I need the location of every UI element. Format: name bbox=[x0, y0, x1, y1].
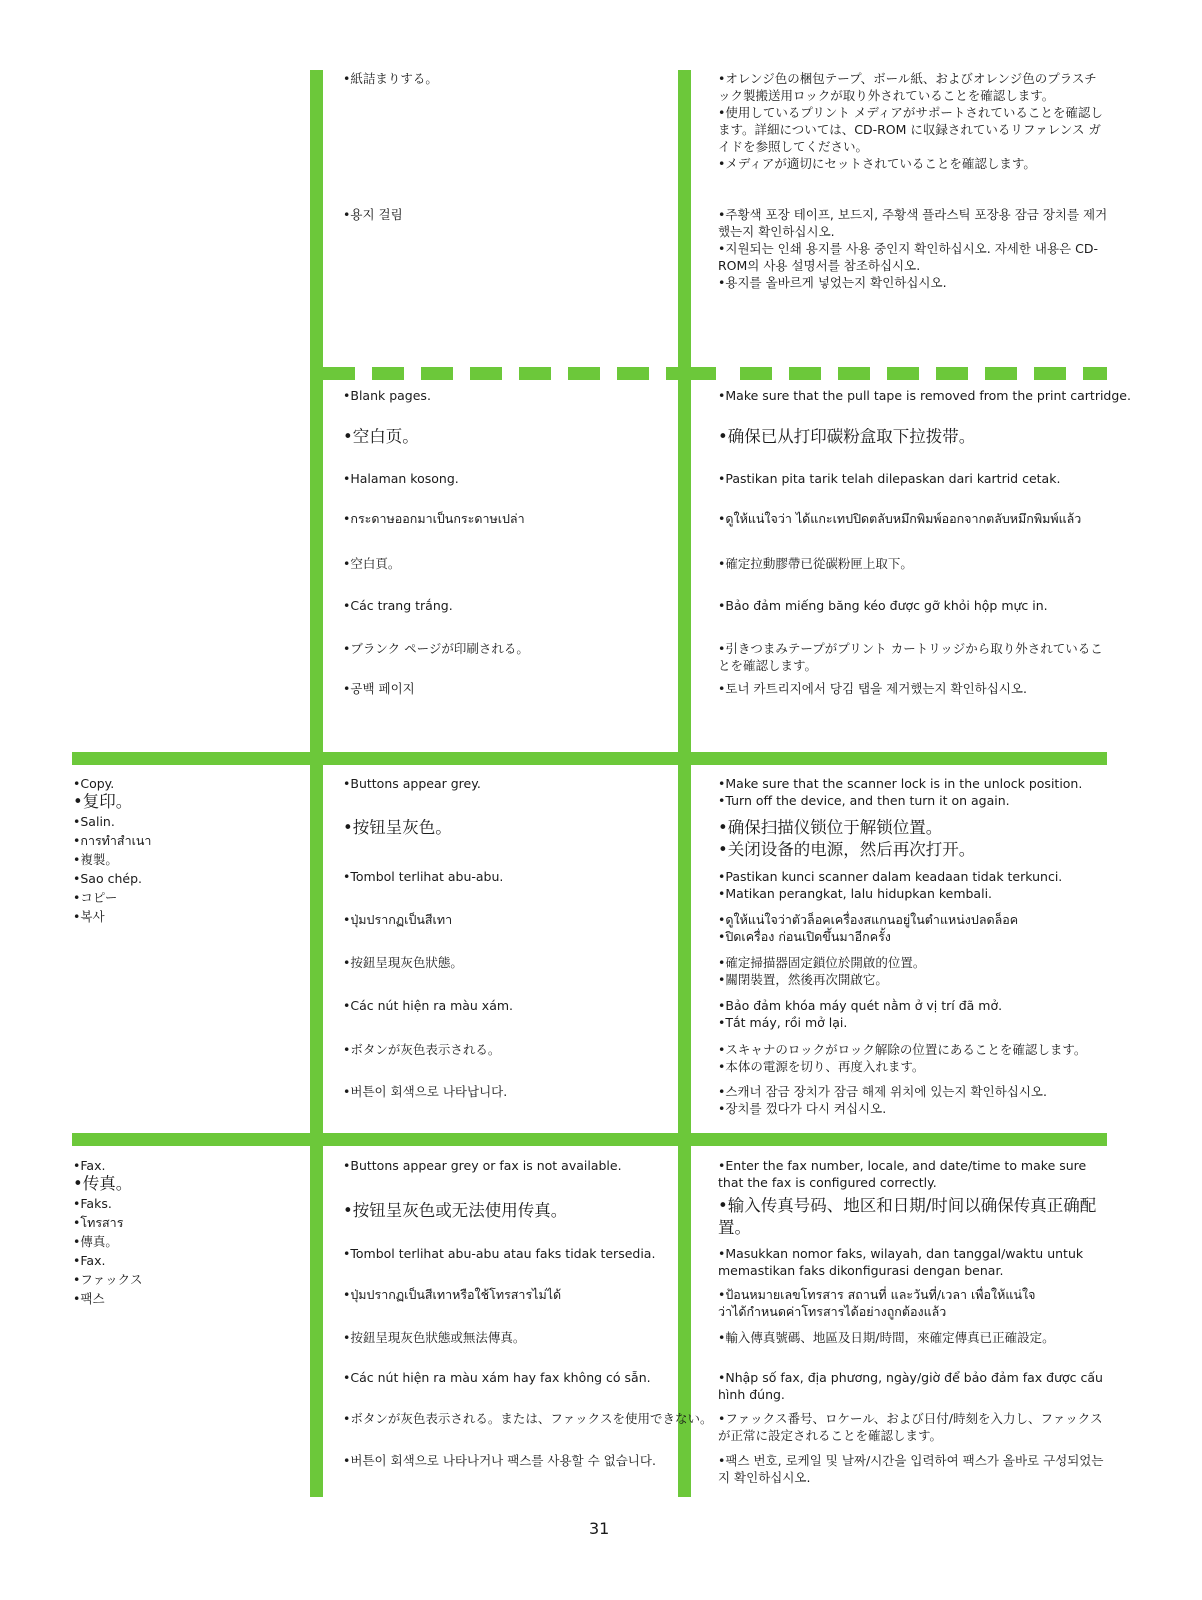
fax-label: •Fax. bbox=[73, 1253, 106, 1268]
dashed-separator-segment bbox=[421, 367, 453, 380]
fax-solution: •輸入傳真號碼、地區及日期/時間，來確定傳真已正確設定。 bbox=[718, 1330, 1055, 1345]
fax-label: •โทรสาร bbox=[73, 1215, 124, 1230]
fax-solution: •Masukkan nomor faks, wilayah, dan tanggal/waktu untuk memastikan faks dikonfigurasi dengan benar. bbox=[718, 1246, 1084, 1278]
copy-label: •コピー bbox=[73, 890, 118, 905]
blank-solution: •Pastikan pita tarik telah dilepaskan dari kartrid cetak. bbox=[718, 471, 1061, 486]
dashed-separator-segment bbox=[372, 367, 404, 380]
blank-solution: •ดูให้แน่ใจว่า ได้แกะเทปปิดตลับหมึกพิมพ์ออกจากตลับหมึกพิมพ์แล้ว bbox=[718, 511, 1082, 526]
dashed-separator-segment bbox=[1034, 367, 1066, 380]
blank-problem: •Blank pages. bbox=[343, 388, 431, 403]
dashed-separator-segment bbox=[691, 367, 716, 380]
fax-solution: •ป้อนหมายเลขโทรสาร สถานที่ และวันที่/เวลา เพื่อให้แน่ใจว่าได้กำหนดค่าโทรสารได้อย่างถูกต้องแล้ว bbox=[718, 1287, 1036, 1319]
jam-solution-ko: •주황색 포장 테이프, 보드지, 주황색 플라스틱 포장용 잠금 장치를 제거했는지 확인하십시오. •지원되는 인쇄 용지를 사용 중인지 확인하십시오. 자세한 내용은 CD-ROM의 사용 설명서를 참조하십시오. •용지를 올바르게 넣었는지 확인하십시오. bbox=[718, 207, 1108, 290]
copy-solution: •Pastikan kunci scanner dalam keadaan tidak terkunci. •Matikan perangkat, lalu hidupkan kembali. bbox=[718, 869, 1063, 901]
fax-label: •Fax. bbox=[73, 1158, 106, 1173]
blank-solution: •引きつまみテープがプリント カートリッジから取り外されていることを確認します。 bbox=[718, 641, 1103, 673]
blank-solution: •确保已从打印碳粉盒取下拉拨带。 bbox=[718, 427, 976, 446]
fax-solution: •ファックス番号、ロケール、および日付/時刻を入力し、ファックスが正常に設定されることを確認します。 bbox=[718, 1411, 1103, 1443]
blank-problem: •空白頁。 bbox=[343, 556, 401, 571]
blank-solution: •Bảo đảm miếng băng kéo được gỡ khỏi hộp mực in. bbox=[718, 598, 1048, 613]
fax-label: •ファックス bbox=[73, 1272, 143, 1287]
dashed-separator-segment bbox=[740, 367, 772, 380]
copy-solution: •スキャナのロックがロック解除の位置にあることを確認します。 •本体の電源を切り、再度入れます。 bbox=[718, 1042, 1087, 1074]
blank-solution: •Make sure that the pull tape is removed from the print cartridge. bbox=[718, 388, 1131, 403]
copy-label: •การทำสำเนา bbox=[73, 833, 152, 848]
fax-problem: •ボタンが灰色表示される。または、ファックスを使用できない。 bbox=[343, 1411, 713, 1426]
copy-label: •Salin. bbox=[73, 814, 115, 829]
dashed-separator-segment bbox=[470, 367, 502, 380]
copy-solution: •確定掃描器固定鎖位於開啟的位置。 •關閉裝置，然後再次開啟它。 bbox=[718, 955, 926, 987]
horizontal-bar-fax bbox=[72, 1133, 1107, 1146]
dashed-separator-segment bbox=[936, 367, 968, 380]
fax-problem: •버튼이 회색으로 나타나거나 팩스를 사용할 수 없습니다. bbox=[343, 1453, 656, 1468]
copy-solution: •确保扫描仪锁位于解锁位置。 •关闭设备的电源，然后再次打开。 bbox=[718, 818, 976, 859]
fax-problem: •按钮呈灰色或无法使用传真。 bbox=[343, 1201, 568, 1220]
page-number: 31 bbox=[589, 1519, 610, 1538]
copy-solution: •ดูให้แน่ใจว่าตัวล็อคเครื่องสแกนอยู่ในตำแหน่งปลดล็อค •ปิดเครื่อง ก่อนเปิดขึ้นมาอีกครั้ง bbox=[718, 912, 1019, 944]
fax-label: •Faks. bbox=[73, 1196, 112, 1211]
copy-solution: •스캐너 잠금 장치가 잠금 해제 위치에 있는지 확인하십시오. •장치를 껐다가 다시 켜십시오. bbox=[718, 1084, 1047, 1116]
fax-problem: •按鈕呈現灰色狀態或無法傳真。 bbox=[343, 1330, 526, 1345]
dashed-separator-segment bbox=[323, 367, 355, 380]
copy-problem: •Các nút hiện ra màu xám. bbox=[343, 998, 514, 1013]
dashed-separator-segment bbox=[666, 367, 678, 380]
copy-problem: •버튼이 회색으로 나타납니다. bbox=[343, 1084, 508, 1099]
blank-solution: •토너 카트리지에서 당김 탭을 제거했는지 확인하십시오. bbox=[718, 681, 1027, 696]
copy-problem: •Buttons appear grey. bbox=[343, 776, 481, 791]
blank-problem: •ブランク ページが印刷される。 bbox=[343, 641, 529, 656]
copy-solution: •Make sure that the scanner lock is in the unlock position. •Turn off the device, and then turn it on again. bbox=[718, 776, 1083, 808]
blank-problem: •공백 페이지 bbox=[343, 681, 415, 696]
copy-label: •복사 bbox=[73, 909, 105, 924]
fax-problem: •Tombol terlihat abu-abu atau faks tidak tersedia. bbox=[343, 1246, 656, 1261]
jam-problem-ko: •용지 걸림 bbox=[343, 207, 403, 222]
copy-problem: •ボタンが灰色表示される。 bbox=[343, 1042, 501, 1057]
dashed-separator-segment bbox=[568, 367, 600, 380]
blank-problem: •Các trang trắng. bbox=[343, 598, 453, 613]
blank-solution: •確定拉動膠帶已從碳粉匣上取下。 bbox=[718, 556, 913, 571]
copy-problem: •按鈕呈現灰色狀態。 bbox=[343, 955, 463, 970]
fax-label: •傳真。 bbox=[73, 1234, 118, 1249]
fax-solution: •팩스 번호, 로케일 및 날짜/시간을 입력하여 팩스가 올바로 구성되었는지 확인하십시오. bbox=[718, 1453, 1104, 1485]
fax-label: •팩스 bbox=[73, 1291, 105, 1306]
fax-problem: •Các nút hiện ra màu xám hay fax không có sẵn. bbox=[343, 1370, 651, 1385]
vertical-bar-right bbox=[678, 70, 691, 1497]
blank-problem: •空白页。 bbox=[343, 427, 419, 446]
copy-label: •複製。 bbox=[73, 852, 118, 867]
blank-problem: •Halaman kosong. bbox=[343, 471, 459, 486]
fax-problem: •Buttons appear grey or fax is not available. bbox=[343, 1158, 622, 1173]
copy-label: •Copy. bbox=[73, 776, 115, 791]
dashed-separator-segment bbox=[1083, 367, 1107, 380]
blank-problem: •กระดาษออกมาเป็นกระดาษเปล่า bbox=[343, 511, 525, 526]
copy-problem: •Tombol terlihat abu-abu. bbox=[343, 869, 504, 884]
copy-problem: •ปุ่มปรากฏเป็นสีเทา bbox=[343, 912, 453, 927]
dashed-separator-segment bbox=[838, 367, 870, 380]
fax-solution: •输入传真号码、地区和日期/时间以确保传真正确配置。 bbox=[718, 1196, 1097, 1237]
fax-problem: •ปุ่มปรากฏเป็นสีเทาหรือใช้โทรสารไม่ได้ bbox=[343, 1287, 562, 1302]
dashed-separator-segment bbox=[519, 367, 551, 380]
horizontal-bar-copy bbox=[72, 752, 1107, 765]
fax-solution: •Nhập số fax, địa phương, ngày/giờ để bảo đảm fax được cấu hình đúng. bbox=[718, 1370, 1103, 1402]
dashed-separator-segment bbox=[985, 367, 1017, 380]
vertical-bar-left bbox=[310, 70, 323, 1497]
fax-label: •传真。 bbox=[73, 1174, 133, 1193]
copy-label: •Sao chép. bbox=[73, 871, 142, 886]
dashed-separator-segment bbox=[887, 367, 919, 380]
fax-solution: •Enter the fax number, locale, and date/time to make sure that the fax is configured correctly. bbox=[718, 1158, 1087, 1190]
copy-solution: •Bảo đảm khóa máy quét nằm ở vị trí đã mở. •Tắt máy, rồi mở lại. bbox=[718, 998, 1003, 1030]
dashed-separator-segment bbox=[617, 367, 649, 380]
copy-problem: •按钮呈灰色。 bbox=[343, 818, 452, 837]
copy-label: •复印。 bbox=[73, 792, 133, 811]
jam-problem-ja: •紙詰まりする。 bbox=[343, 71, 438, 86]
dashed-separator-segment bbox=[789, 367, 821, 380]
jam-solution-ja: •オレンジ色の梱包テープ、ボール紙、およびオレンジ色のプラスチック製搬送用ロックが取り外されていることを確認します。 •使用しているプリント メディアがサポートされていることを確認します。詳細については、CD-ROM に収録されているリファレンス ガイドを参照してください。 •メディアが適切にセットされていることを確認します。 bbox=[718, 71, 1103, 171]
